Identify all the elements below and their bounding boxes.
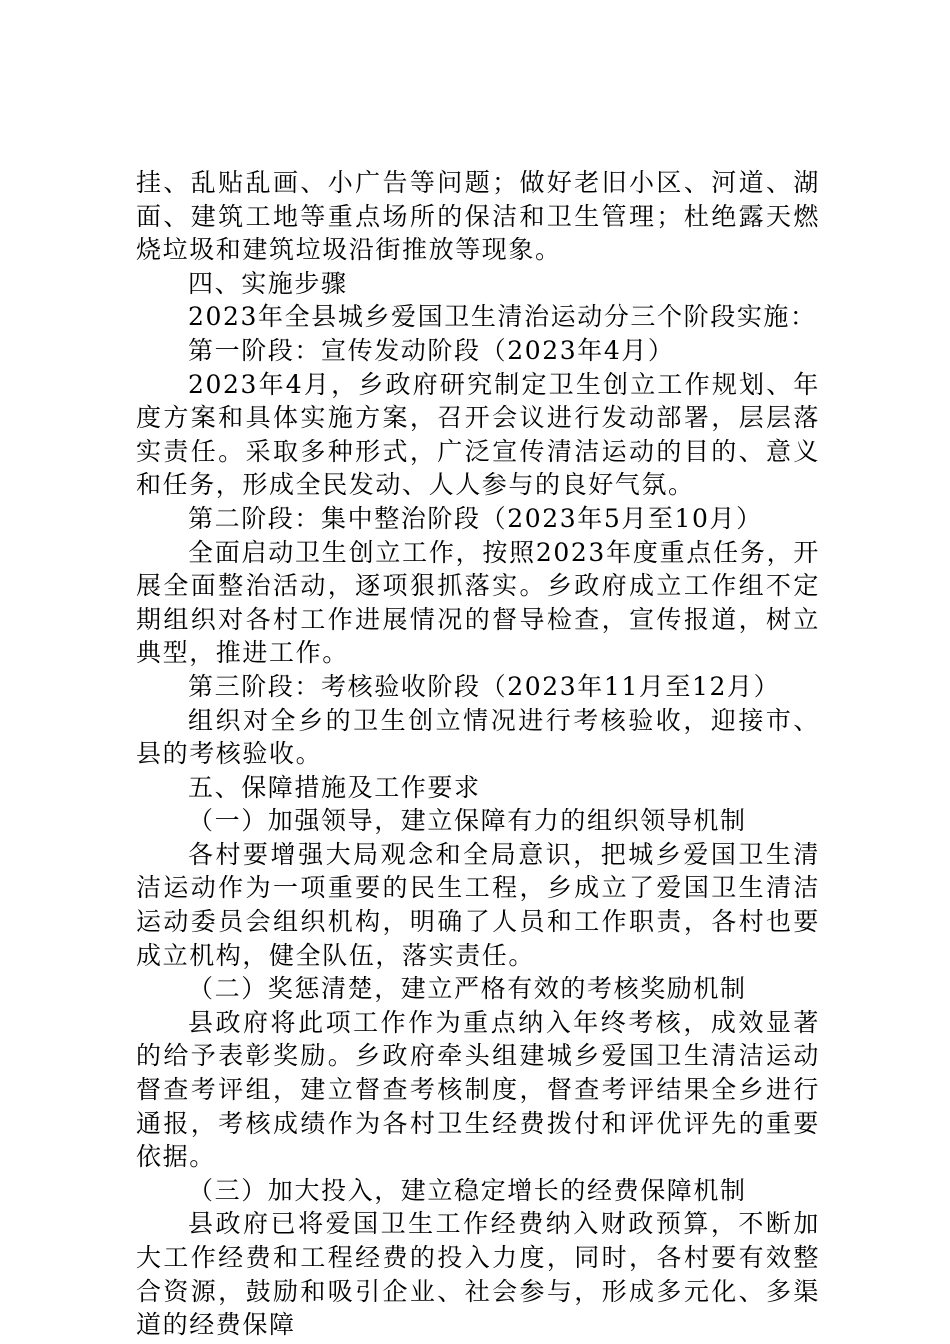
subheading-leadership: （一）加强领导，建立保障有力的组织领导机制 [188,806,747,836]
paragraph-phase-2: 全面启动卫生创立工作，按照2023年度重点任务，开展全面整治活动，逐项狠抓落实。乡政府成立工作组不定期组织对各村工作进展情况的督导检查，宣传报道，树立典型，推进工作。 [136,537,820,668]
paragraph-phase-3: 组织对全乡的卫生创立情况进行考核验收，迎接市、县的考核验收。 [136,705,820,769]
paragraph-continued: 挂、乱贴乱画、小广告等问题；做好老旧小区、河道、湖面、建筑工地等重点场所的保洁和卫生管理；杜绝露天燃烧垃圾和建筑垃圾沿街推放等现象。 [136,168,820,265]
section-heading-implementation-steps: 四、实施步骤 [188,268,348,298]
subheading-funding: （三）加大投入，建立稳定增长的经费保障机制 [188,1175,747,1205]
document-body [136,166,820,1342]
paragraph-funding: 县政府已将爱国卫生工作经费纳入财政预算，不断加大工作经费和工程经费的投入力度，同时，各村要有效整合资源，鼓励和吸引企业、社会参与，形成多元化、多渠道的经费保障 [136,1209,820,1340]
paragraph-phase-1: 2023年4月，乡政府研究制定卫生创立工作规划、年度方案和具体实施方案，召开会议进行发动部署，层层落实责任。采取多种形式，广泛宣传清洁运动的目的、意义和任务，形成全民发动、人人参与的良好气氛。 [136,369,820,500]
paragraph-leadership: 各村要增强大局观念和全局意识，把城乡爱国卫生清洁运动作为一项重要的民生工程，乡成立了爱国卫生清洁运动委员会组织机构，明确了人员和工作职责，各村也要成立机构，健全队伍，落实责任。 [136,839,820,970]
section-heading-safeguards: 五、保障措施及工作要求 [188,772,481,802]
phase-heading-3: 第三阶段：考核验收阶段（2023年11月至12月） [188,671,781,701]
phase-heading-1: 第一阶段：宣传发动阶段（2023年4月） [188,335,675,365]
phase-heading-2: 第二阶段：集中整治阶段（2023年5月至10月） [188,503,763,533]
paragraph-phases-intro: 2023年全县城乡爱国卫生清治运动分三个阶段实施： [188,302,817,332]
subheading-rewards: （二）奖惩清楚，建立严格有效的考核奖励机制 [188,974,747,1004]
paragraph-rewards: 县政府将此项工作作为重点纳入年终考核，成效显著的给予表彰奖励。乡政府牵头组建城乡爱国卫生清洁运动督查考评组，建立督查考核制度，督查考评结果全乡进行通报，考核成绩作为各村卫生经费拨付和评优评先的重要依据。 [136,1007,820,1172]
